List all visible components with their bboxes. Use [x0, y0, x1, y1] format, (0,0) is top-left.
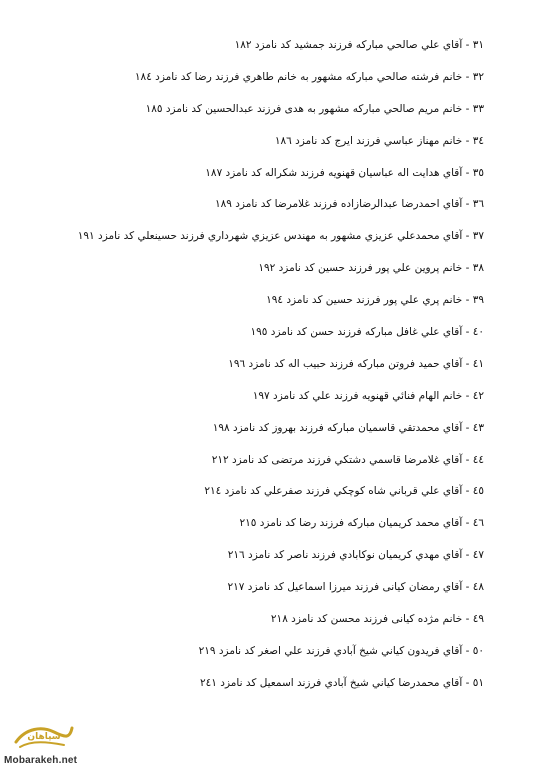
list-item: ۳۸ - خانم پروين علي پور فرزند حسين كد نامزد ۱۹۲ [258, 262, 484, 275]
list-item: ۳۱ - آقاي علي صالحي مباركه فرزند جمشيد كد نامزد ۱۸۲ [234, 39, 484, 51]
list-item: ٤٥ - آقاي علي قرباني شاه كوچكي فرزند صفرعلي كد نامزد ۲۱٤ [204, 485, 484, 498]
site-watermark [0, 720, 90, 768]
list-item: ٥۰ - آقاي فريدون كياني شيخ آبادي فرزند علي اصغر كد نامزد ۲۱۹ [198, 644, 484, 657]
site-url: Mobarakeh.net [4, 755, 78, 766]
list-item: ٤۹ - خانم مژده كيانى فرزند محسن كد نامزد ۲۱۸ [270, 613, 484, 626]
list-item: ۳۲ - خانم فرشته صالحي مباركه مشهور به خانم طاهري فرزند رضا كد نامزد ۱۸٤ [134, 70, 484, 83]
candidate-list [34, 38, 484, 708]
list-item: ۳۹ - خانم پري علي پور فرزند حسين كد نامزد ۱۹٤ [266, 294, 484, 307]
list-item: ٤۲ - خانم الهام فنائي قهنويه فرزند علي كد نامزد ۱۹۷ [252, 389, 484, 402]
list-item: ۳٤ - خانم مهناز عباسي فرزند ايرج كد نامزد ۱۸٦ [274, 134, 484, 147]
list-item: ٤۱ - آقاي حميد فروتن مباركه فرزند حبيب اله كد نامزد ۱۹٦ [228, 357, 484, 370]
list-item: ٥۱ - آقاي محمدرضا كياني شيخ آبادي فرزند اسمعيل كد نامزد ۲٤۱ [200, 676, 484, 689]
list-item: ٤۳ - آقاي محمدتقي قاسميان مباركه فرزند بهروز كد نامزد ۱۹۸ [212, 421, 484, 434]
site-logo-mark [14, 722, 74, 750]
list-item: ٤٦ - آقاي محمد كريميان مباركه فرزند رضا كد نامزد ۲۱٥ [239, 517, 484, 530]
list-item: ۳٥ - آقاي هدايت اله عباسيان قهنويه فرزند شكراله كد نامزد ۱۸۷ [205, 166, 484, 179]
list-item: ٤٤ - آقاي غلامرضا قاسمي دشتكي فرزند مرتضى كد نامزد ۲۱۲ [211, 453, 484, 466]
logo-mark-text: سپاهان [27, 732, 61, 742]
list-item: ٤۸ - آقاي رمضان كيانى فرزند ميرزا اسماعيل كد نامزد ۲۱۷ [227, 581, 484, 594]
list-item: ۳٦ - آقاي احمدرضا عبدالرضازاده فرزند غلامرضا كد نامزد ۱۸۹ [214, 198, 484, 211]
list-item: ٤۰ - آقاي علي غافل مباركه فرزند حسن كد نامزد ۱۹٥ [250, 326, 484, 339]
list-item: ۳۳ - خانم مريم صالحي مباركه مشهور به هدى فرزند عبدالحسين كد نامزد ۱۸٥ [145, 102, 484, 115]
list-item: ۳۷ - آقاي محمدعلي عزيزي مشهور به مهندس عزيزي شهرداري فرزند حسينعلي كد نامزد ۱۹۱ [77, 230, 484, 243]
list-item: ٤۷ - آقاي مهدي كريميان نوكابادي فرزند ناصر كد نامزد ۲۱٦ [227, 549, 484, 562]
